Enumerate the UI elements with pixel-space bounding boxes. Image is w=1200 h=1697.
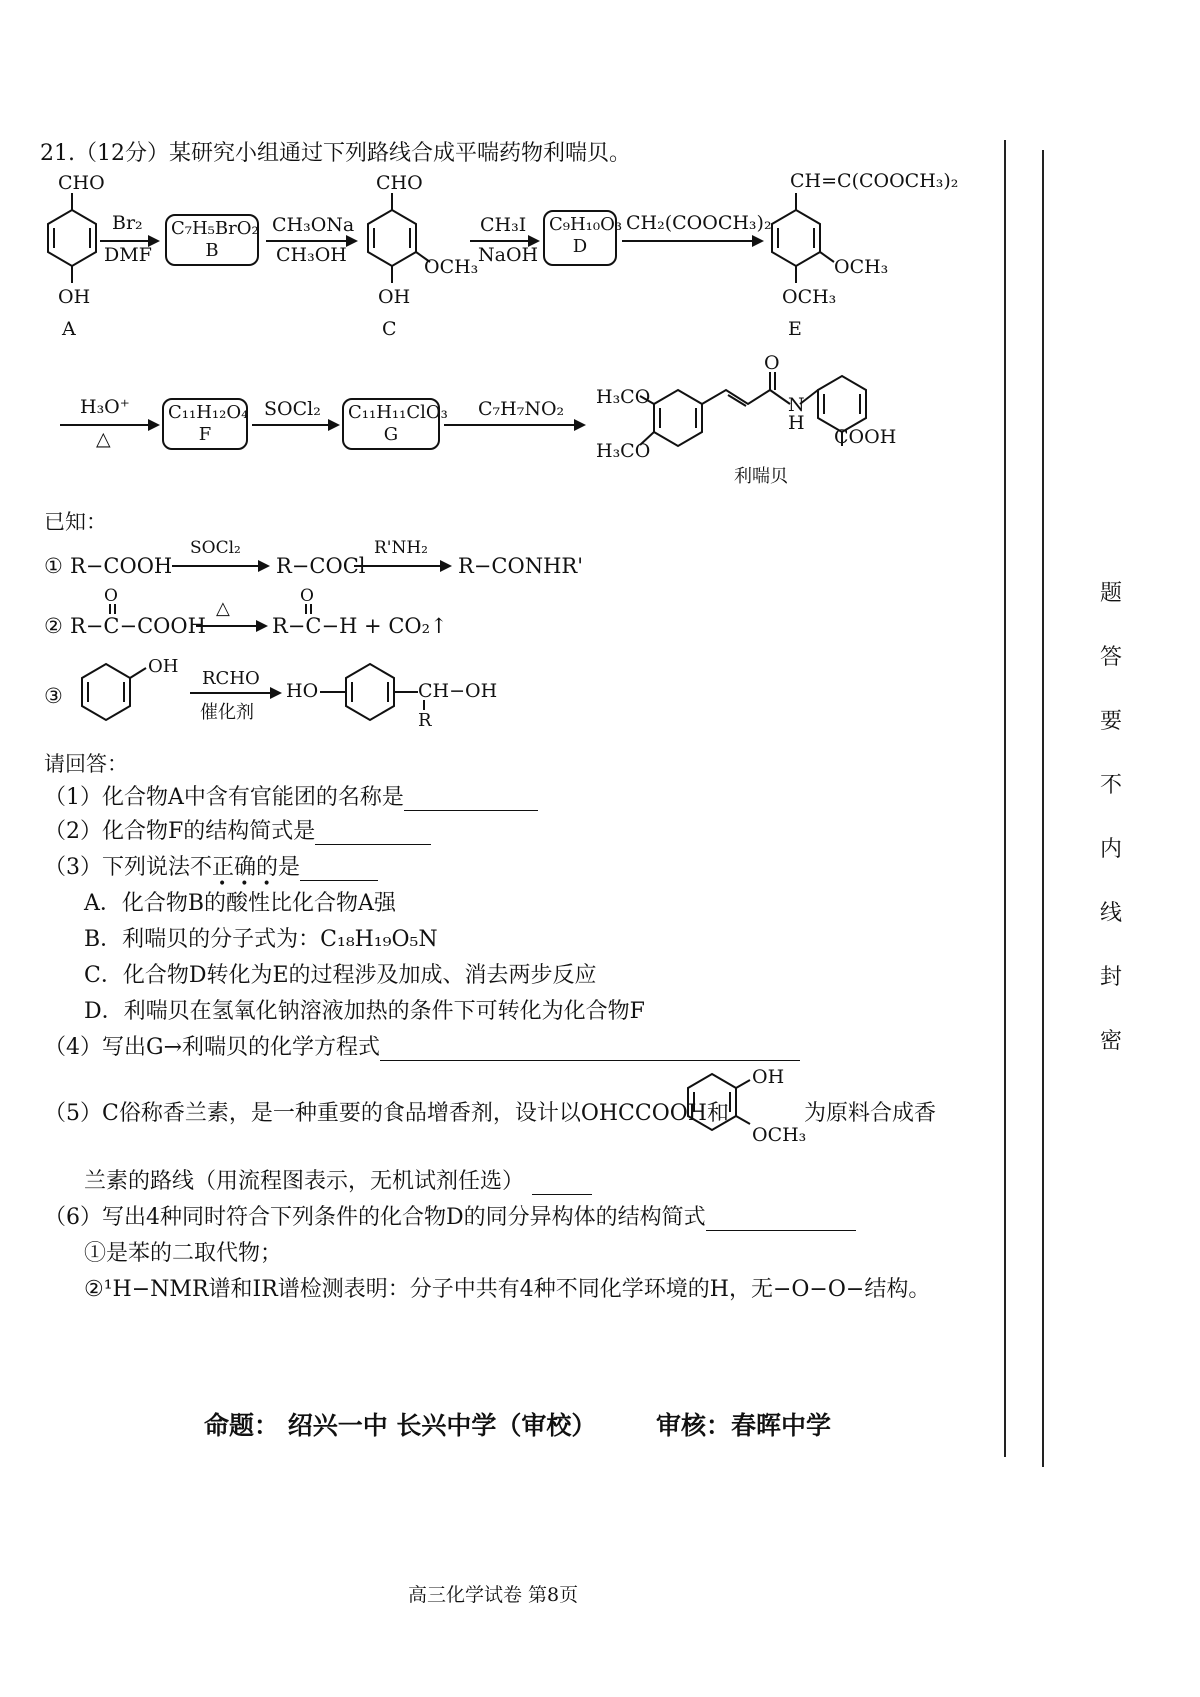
- step1-reagent: Br₂: [112, 212, 143, 234]
- binding-line-inner: [1004, 140, 1006, 1457]
- question-header: 21.（12分）某研究小组通过下列路线合成平喘药物利喘贝。: [40, 141, 631, 166]
- known-r1-b: R−COCl: [276, 554, 366, 578]
- step4-reagent: CH₂(COOCH₃)₂: [626, 212, 772, 234]
- step3-arrow: [470, 240, 538, 242]
- option-c: C．化合物D转化为E的过程涉及加成、消去两步反应: [84, 963, 597, 988]
- d-formula: C₉H₁₀O₃: [549, 214, 623, 235]
- c-cho: CHO: [376, 172, 423, 194]
- product-meo-2: H₃CO: [596, 440, 651, 462]
- g-formula: C₁₁H₁₁ClO₃: [348, 402, 448, 423]
- option-d: D．利喘贝在氢氧化钠溶液加热的条件下可转化为化合物F: [84, 999, 645, 1024]
- known-r2-num: ②: [44, 614, 63, 638]
- known-r2-db1b: [114, 604, 116, 614]
- side-char-7: 封: [1100, 965, 1123, 990]
- step2-solvent: CH₃OH: [276, 244, 347, 266]
- ring-a: [48, 210, 96, 266]
- label-a: A: [62, 318, 76, 340]
- e-och3-para: OCH₃: [782, 286, 837, 308]
- known-r2-a: R−C−COOH: [70, 614, 206, 638]
- product-n: N: [788, 394, 805, 416]
- side-char-3: 要: [1100, 709, 1123, 734]
- step2-reagent: CH₃ONa: [272, 214, 355, 236]
- known-r2-db1a: [109, 604, 111, 614]
- ring-product-2: [818, 376, 866, 432]
- known-r2-o2: O: [300, 586, 314, 606]
- known-r3-oh: OH: [148, 656, 179, 677]
- product-cooh: COOH: [834, 426, 897, 448]
- box-b: [165, 214, 259, 266]
- step7-reagent: C₇H₇NO₂: [478, 398, 565, 420]
- label-f: F: [198, 424, 212, 445]
- known-r3-reagent: RCHO: [202, 668, 260, 689]
- side-char-6: 线: [1100, 901, 1123, 926]
- e-och3-meta: OCH₃: [834, 256, 889, 278]
- label-g: G: [383, 424, 399, 445]
- a-oh: OH: [58, 286, 91, 308]
- question-5-line1: （5）C俗称香兰素，是一种重要的食品增香剂，设计以OHCCOOH和: [44, 1101, 729, 1126]
- question-1-text: （1）化合物A中含有官能团的名称是: [44, 785, 404, 810]
- known-r3-r: R: [418, 710, 432, 731]
- question-6: [44, 1200, 856, 1231]
- product-name: 利喘贝: [734, 466, 788, 487]
- answers-prompt: 请回答：: [44, 752, 128, 776]
- product-carbonyl-o: O: [764, 352, 780, 374]
- step1-arrow: [100, 240, 158, 242]
- question-4-text: （4）写出G→利喘贝的化学方程式: [44, 1035, 381, 1060]
- step6-reagent: SOCl₂: [264, 398, 321, 420]
- known-r1-num: ①: [44, 554, 63, 578]
- side-char-4: 不: [1100, 773, 1123, 798]
- known-r1-reagent1: SOCl₂: [190, 538, 241, 558]
- footer-review: 审核：春晖中学: [656, 1411, 832, 1440]
- known-r1-arrow2: [354, 565, 450, 567]
- condition-1: ①是苯的二取代物；: [84, 1241, 283, 1266]
- ring-e: [772, 210, 820, 266]
- f-formula: C₁₁H₁₂O₄: [168, 402, 249, 423]
- question-2-text: （2）化合物F的结构简式是: [44, 819, 316, 844]
- label-e: E: [788, 318, 802, 340]
- condition-2: ②¹H−NMR谱和IR谱检测表明：分子中共有4种不同化学环境的H，无−O−O−结构。: [84, 1277, 931, 1302]
- known-r1-reagent2: R'NH₂: [374, 538, 428, 558]
- step2-arrow: [266, 240, 356, 242]
- e-substituent: CH=C(COOCH₃)₂: [790, 170, 959, 192]
- step5-reagent: H₃O⁺: [80, 396, 130, 418]
- side-char-2: 答: [1100, 645, 1123, 670]
- label-d: D: [572, 236, 588, 257]
- known-r1-a: R−COOH: [70, 554, 173, 578]
- answer-5-blank[interactable]: [532, 1176, 592, 1195]
- box-g: [342, 398, 448, 450]
- question-2: [44, 814, 431, 845]
- ring-c: [368, 210, 416, 266]
- option-b: B．利喘贝的分子式为：C₁₈H₁₉O₅N: [84, 927, 438, 952]
- known-r3-arrow: [190, 692, 280, 694]
- ring-product-1: [654, 390, 702, 446]
- step3-base: NaOH: [478, 244, 539, 266]
- known-title: 已知：: [44, 510, 107, 534]
- guaiacol-oh: OH: [752, 1066, 785, 1088]
- answer-2-blank[interactable]: [315, 826, 431, 845]
- step5-heat: △: [96, 428, 111, 450]
- step1-solvent: DMF: [104, 244, 152, 266]
- question-3-text: （3）下列说法不正确的是: [44, 855, 300, 880]
- answer-6-blank[interactable]: [706, 1212, 856, 1231]
- known-r3-choh: CH−OH: [418, 680, 498, 702]
- known-r1-arrow1: [172, 565, 268, 567]
- option-a: A．化合物B的酸性比化合物A强: [84, 891, 396, 916]
- side-char-5: 内: [1100, 837, 1123, 862]
- side-char-8: 密: [1100, 1029, 1123, 1054]
- question-6-text: （6）写出4种同时符合下列条件的化合物D的同分异构体的结构简式: [44, 1205, 706, 1230]
- product-meo-1: H₃CO: [596, 386, 651, 408]
- known-r2-heat: △: [216, 598, 230, 619]
- question-4: [44, 1030, 800, 1061]
- step3-reagent: CH₃I: [480, 214, 527, 236]
- known-r3-catalyst: 催化剂: [200, 702, 254, 723]
- known-r2-db2b: [310, 604, 312, 614]
- question-5-line2: [84, 1164, 592, 1195]
- side-char-1: 题: [1100, 581, 1123, 606]
- known-r3-num: ③: [44, 684, 63, 708]
- question-5-line1-end: 为原料合成香: [804, 1101, 937, 1126]
- known-r2-o1: O: [104, 586, 118, 606]
- a-cho: CHO: [58, 172, 105, 194]
- box-d: [543, 210, 623, 266]
- footer-authors: 命题： 绍兴一中 长兴中学（审校）: [204, 1411, 597, 1440]
- step6-arrow: [252, 424, 338, 426]
- answer-1-blank[interactable]: [404, 792, 538, 811]
- emphasis-dots: •••: [218, 876, 285, 892]
- step5-arrow: [60, 424, 158, 426]
- c-oh: OH: [378, 286, 411, 308]
- box-f: [162, 398, 248, 450]
- label-b: B: [205, 240, 219, 261]
- known-r2-b: R−C−H + CO₂↑: [272, 614, 448, 638]
- b-formula: C₇H₅BrO₂: [171, 218, 259, 239]
- question-3: [44, 850, 378, 881]
- c-och3: OCH₃: [424, 256, 479, 278]
- step7-arrow: [444, 424, 584, 426]
- answer-4-blank[interactable]: [380, 1042, 800, 1061]
- known-r2-db2a: [305, 604, 307, 614]
- guaiacol-och3: OCH₃: [752, 1124, 807, 1146]
- known-r2-arrow: [196, 625, 266, 627]
- step4-arrow: [622, 240, 762, 242]
- question-1: [44, 780, 538, 811]
- question-5-text: 兰素的路线（用流程图表示，无机试剂任选）: [84, 1169, 525, 1194]
- answer-3-blank[interactable]: [300, 862, 378, 881]
- binding-line-outer: [1042, 150, 1044, 1467]
- known-r3-ho: HO: [286, 680, 319, 702]
- label-c: C: [382, 318, 397, 340]
- page-number: 高三化学试卷 第8页: [408, 1584, 579, 1606]
- known-r1-c: R−CONHR': [458, 554, 583, 578]
- product-h: H: [788, 412, 805, 434]
